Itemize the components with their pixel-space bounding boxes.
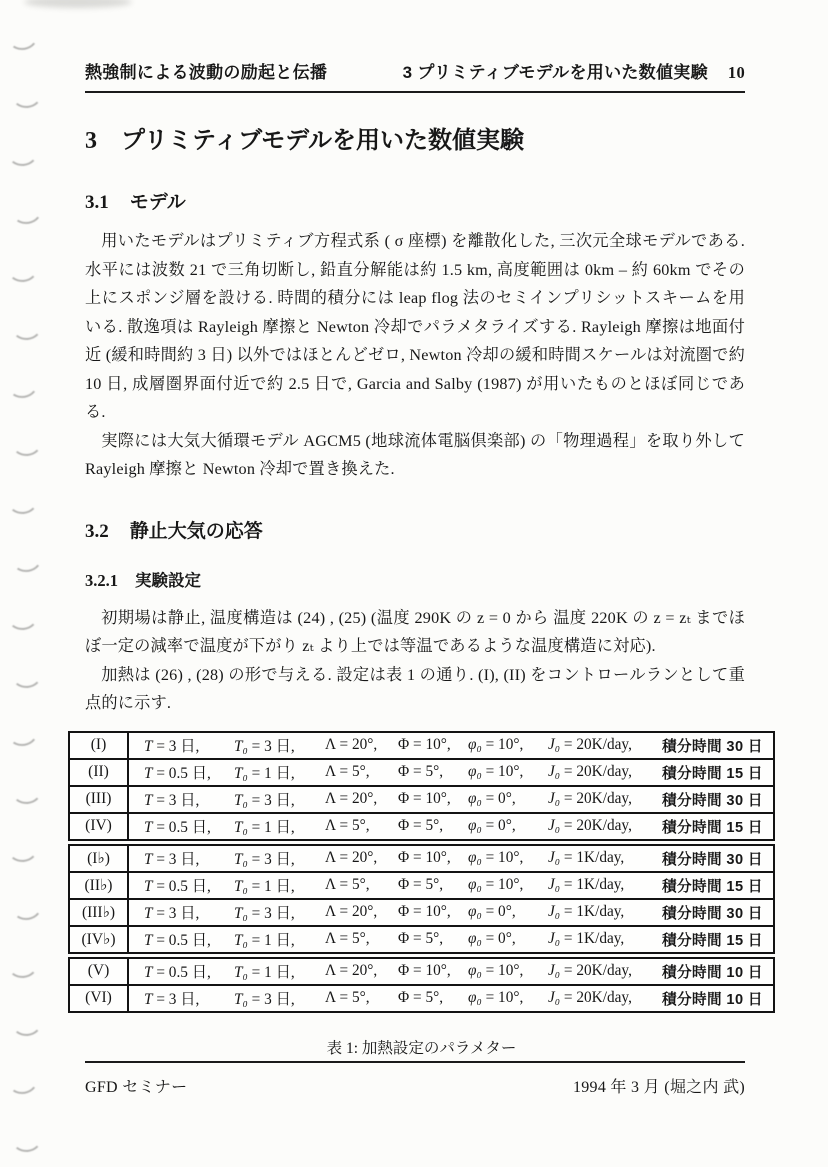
param-phi0: φ₀ = 10°, — [468, 989, 524, 1006]
param-phi0: φ₀ = 10°, — [468, 736, 524, 753]
table-row — [70, 812, 773, 839]
param-phi0: φ₀ = 10°, — [468, 763, 524, 780]
param-T0: T₀ = 1 日, — [234, 964, 295, 981]
table-row — [70, 959, 773, 984]
param-J0: J₀ = 20K/day, — [548, 989, 632, 1006]
table-row — [70, 871, 773, 898]
section-3-1-heading — [85, 187, 745, 214]
binding-hole — [6, 485, 39, 515]
paragraph-model-2: 実際には大気大循環モデル AGCM5 (地球流体電脳倶楽部) の「物理過程」を取り外して Rayleigh 摩擦と Newton 冷却で置き換えた. — [85, 431, 745, 478]
table-row-values — [129, 900, 773, 925]
binding-hole — [10, 1123, 43, 1153]
param-J0: J₀ = 1K/day, — [548, 876, 625, 893]
param-J0: J₀ = 20K/day, — [548, 790, 632, 807]
param-T: T = 3 日, — [144, 792, 200, 809]
param-integration-time: 積分時間 30 日 — [662, 792, 763, 809]
section-number: 3.1 — [85, 192, 109, 213]
param-phi0: φ₀ = 10°, — [468, 849, 524, 866]
param-phi0: φ₀ = 0°, — [468, 930, 516, 947]
binding-hole — [5, 716, 40, 749]
section-number: 3 — [85, 128, 97, 154]
table-row — [70, 785, 773, 812]
param-Phi: Φ = 5°, — [398, 876, 444, 893]
binding-hole — [6, 601, 39, 631]
param-T0: T₀ = 3 日, — [234, 738, 295, 755]
param-integration-time: 積分時間 15 日 — [662, 765, 763, 782]
param-phi0: φ₀ = 0°, — [468, 817, 516, 834]
section-title: モデル — [129, 192, 186, 213]
section-title: プリミティブモデルを用いた数値実験 — [121, 127, 524, 154]
table-row-values — [129, 846, 773, 871]
table-row-label: (II) — [70, 760, 129, 785]
param-T0: T₀ = 1 日, — [234, 765, 295, 782]
param-Phi: Φ = 10°, — [398, 903, 451, 920]
param-J0: J₀ = 1K/day, — [548, 903, 625, 920]
table-row — [70, 984, 773, 1011]
param-integration-time: 積分時間 30 日 — [662, 738, 763, 755]
param-phi0: φ₀ = 0°, — [468, 903, 516, 920]
param-Lambda: Λ = 20°, — [325, 736, 378, 753]
param-J0: J₀ = 20K/day, — [548, 817, 632, 834]
param-Lambda: Λ = 20°, — [325, 903, 378, 920]
section-3-heading — [85, 120, 745, 155]
param-Phi: Φ = 10°, — [398, 962, 451, 979]
page-number: 10 — [727, 63, 745, 82]
binding-hole — [6, 253, 39, 283]
param-Lambda: Λ = 5°, — [325, 763, 370, 780]
param-integration-time: 積分時間 30 日 — [662, 905, 763, 922]
param-T: T = 3 日, — [144, 991, 200, 1008]
param-Lambda: Λ = 5°, — [325, 989, 370, 1006]
param-T0: T₀ = 1 日, — [234, 878, 295, 895]
param-T: T = 3 日, — [144, 738, 200, 755]
param-J0: J₀ = 20K/day, — [548, 962, 632, 979]
table-row — [70, 846, 773, 871]
binding-hole — [5, 368, 40, 401]
param-J0: J₀ = 20K/day, — [548, 736, 632, 753]
param-phi0: φ₀ = 10°, — [468, 876, 524, 893]
section-title: 実験設定 — [135, 571, 201, 590]
table-row — [70, 733, 773, 758]
paragraph-setup-2: 加熱は (26) , (28) の形で与える. 設定は表 1 の通り. (I), (II) をコントロールランとして重点的に示す. — [85, 665, 745, 712]
heating-parameter-table — [68, 731, 775, 1013]
binding-hole — [10, 659, 43, 689]
param-T: T = 0.5 日, — [144, 964, 211, 981]
binding-hole — [6, 137, 39, 167]
param-T0: T₀ = 3 日, — [234, 905, 295, 922]
table-row-values — [129, 814, 773, 839]
param-T: T = 0.5 日, — [144, 932, 211, 949]
param-J0: J₀ = 1K/day, — [548, 849, 625, 866]
param-integration-time: 積分時間 15 日 — [662, 932, 763, 949]
table-caption: 表 1: 加熱設定のパラメター — [326, 1039, 517, 1057]
table-row-label: (VI) — [70, 986, 129, 1011]
section-3-2-1-heading — [85, 567, 745, 591]
table-row-values — [129, 787, 773, 812]
param-Lambda: Λ = 5°, — [325, 876, 370, 893]
binding-hole — [10, 79, 43, 109]
binding-holes — [0, 0, 60, 1167]
table-row-values — [129, 760, 773, 785]
param-phi0: φ₀ = 10°, — [468, 962, 524, 979]
table-group-mixed — [68, 957, 775, 1013]
param-T0: T₀ = 3 日, — [234, 851, 295, 868]
page-body — [81, 0, 763, 1058]
running-header — [85, 58, 745, 83]
param-integration-time: 積分時間 15 日 — [662, 819, 763, 836]
param-Phi: Φ = 5°, — [398, 763, 444, 780]
binding-hole — [10, 311, 43, 341]
running-header-right — [403, 58, 745, 83]
param-J0: J₀ = 20K/day, — [548, 763, 632, 780]
param-integration-time: 積分時間 30 日 — [662, 851, 763, 868]
param-Lambda: Λ = 5°, — [325, 817, 370, 834]
table-row-label: (I) — [70, 733, 129, 758]
param-Phi: Φ = 5°, — [398, 817, 444, 834]
table-row-values — [129, 959, 773, 984]
binding-hole — [10, 1007, 43, 1037]
binding-hole — [9, 890, 44, 923]
param-Phi: Φ = 5°, — [398, 930, 444, 947]
table-row — [70, 925, 773, 952]
param-integration-time: 積分時間 10 日 — [662, 991, 763, 1008]
param-Lambda: Λ = 20°, — [325, 962, 378, 979]
binding-hole — [6, 949, 39, 979]
param-T0: T₀ = 1 日, — [234, 932, 295, 949]
table-row-values — [129, 986, 773, 1011]
section-number: 3.2.1 — [85, 570, 118, 590]
binding-hole — [6, 833, 39, 863]
page-footer — [85, 1061, 745, 1097]
param-Phi: Φ = 10°, — [398, 790, 451, 807]
header-rule — [85, 91, 745, 93]
table-group-weak-heating — [68, 844, 775, 954]
param-phi0: φ₀ = 0°, — [468, 790, 516, 807]
table-row-values — [129, 927, 773, 952]
param-Phi: Φ = 10°, — [398, 849, 451, 866]
table-group-control — [68, 731, 775, 841]
param-T0: T₀ = 3 日, — [234, 792, 295, 809]
param-Lambda: Λ = 20°, — [325, 849, 378, 866]
section-3-2-heading — [85, 516, 745, 543]
paragraph-setup-1: 初期場は静止, 温度構造は (24) , (25) (温度 290K の z = 0 から 温度 220K の z = zₜ までほぼ一定の減率で温度が下がり zₜ より上では等温であるような温度構造に対応). — [85, 608, 745, 655]
table-row — [70, 758, 773, 785]
running-header-title: 熱強制による波動の励起と伝播 — [85, 63, 328, 82]
binding-hole — [10, 775, 43, 805]
param-T: T = 3 日, — [144, 851, 200, 868]
table-row-label: (III♭) — [70, 900, 129, 925]
table-row-label: (III) — [70, 787, 129, 812]
param-T: T = 0.5 日, — [144, 819, 211, 836]
running-header-section: 3 プリミティブモデルを用いた数値実験 — [402, 63, 708, 82]
binding-hole — [5, 20, 40, 53]
param-J0: J₀ = 1K/day, — [548, 930, 625, 947]
table-row — [70, 898, 773, 925]
param-T: T = 0.5 日, — [144, 765, 211, 782]
paragraph-model-1: 用いたモデルはプリミティブ方程式系 ( σ 座標) を離散化した, 三次元全球モデルである. 水平には波数 21 で三角切断し, 鉛直分解能は約 1.5 km, 高度範囲は 0km – 約 60km でその上にスポンジ層を設ける. 時間的積分には leap flog 法のセミインプリシットスキームを用いる. 散逸項は Rayleigh 摩擦と Newton 冷却でパラメタライズする. Rayleigh 摩擦は地面付近 (緩和時間約 3 日) 以外ではほとんどゼロ, Newton 冷却の緩和時間スケールは対流圏で約 10 日, 成層圏界面付近で約 2.5 日で, Garcia and Salby (1987) が用いたものとほぼ同じである. — [85, 232, 745, 421]
param-T0: T₀ = 1 日, — [234, 819, 295, 836]
binding-hole — [9, 194, 44, 227]
binding-hole — [9, 542, 44, 575]
section-number: 3.2 — [85, 520, 109, 542]
param-Lambda: Λ = 20°, — [325, 790, 378, 807]
table-row-values — [129, 733, 773, 758]
table-row-label: (II♭) — [70, 873, 129, 898]
footer-date-author: 1994 年 3 月 (堀之内 武) — [572, 1079, 745, 1096]
binding-hole — [10, 427, 43, 457]
table-row-values — [129, 873, 773, 898]
param-integration-time: 積分時間 15 日 — [662, 878, 763, 895]
table-row-label: (V) — [70, 959, 129, 984]
param-integration-time: 積分時間 10 日 — [662, 964, 763, 981]
binding-hole — [5, 1064, 40, 1097]
param-T: T = 0.5 日, — [144, 878, 211, 895]
param-Phi: Φ = 10°, — [398, 736, 451, 753]
table-row-label: (I♭) — [70, 846, 129, 871]
section-title: 静止大気の応答 — [129, 520, 263, 542]
param-T0: T₀ = 3 日, — [234, 991, 295, 1008]
param-Phi: Φ = 5°, — [398, 989, 444, 1006]
param-T: T = 3 日, — [144, 905, 200, 922]
param-Lambda: Λ = 5°, — [325, 930, 370, 947]
table-row-label: (IV♭) — [70, 927, 129, 952]
table-row-label: (IV) — [70, 814, 129, 839]
footer-seminar-name: GFD セミナー — [85, 1079, 188, 1096]
